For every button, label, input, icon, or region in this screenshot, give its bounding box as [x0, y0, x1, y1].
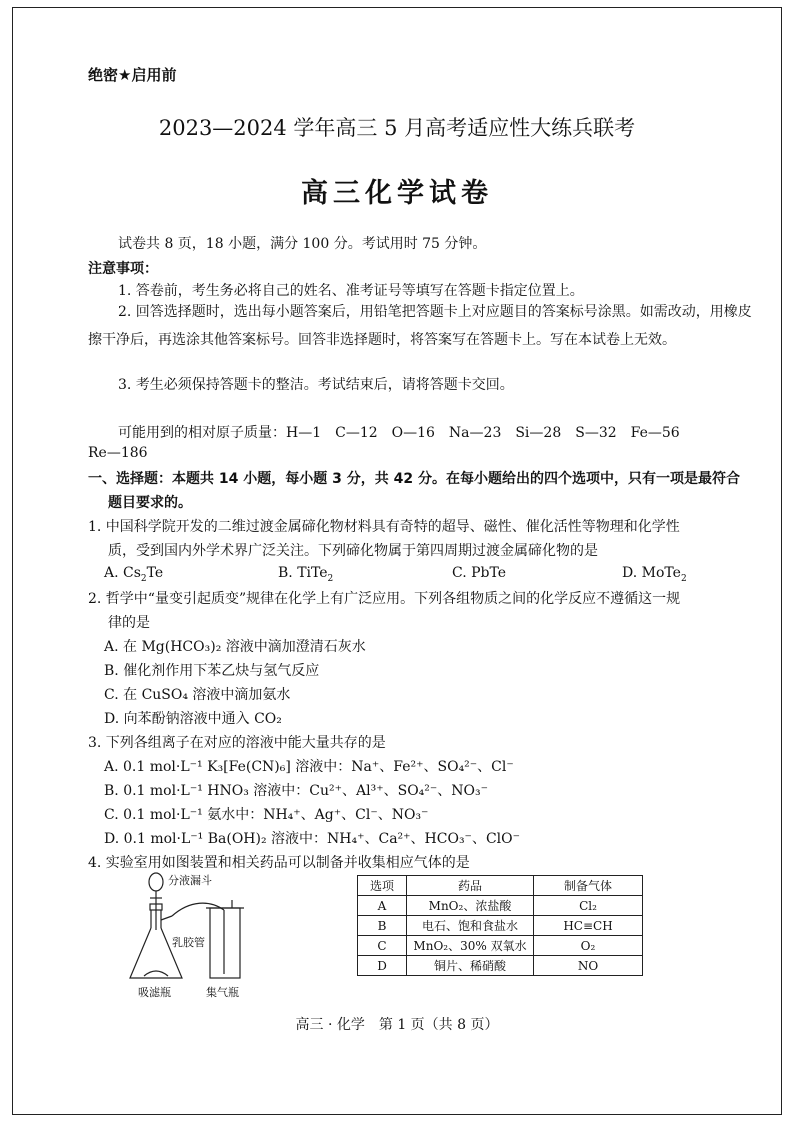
q2-option-c: C. 在 CuSO₄ 溶液中滴加氨水: [104, 687, 291, 703]
q3-stem: 3. 下列各组离子在对应的溶液中能大量共存的是: [88, 735, 386, 751]
table-cell: A: [358, 896, 407, 916]
q3-option-d: D. 0.1 mol·L⁻¹ Ba(OH)₂ 溶液中：NH₄⁺、Ca²⁺、HCO₃⁻、ClO⁻: [104, 831, 521, 847]
q1-option-b: B. TiTe$_2$: [278, 565, 334, 584]
table-cell: HC≡CH: [534, 916, 643, 936]
table-row: [358, 916, 643, 936]
paper-title: 高三化学试卷: [301, 178, 493, 209]
atomic-mass-line2: Re—186: [88, 445, 148, 461]
reagent-table: [357, 875, 643, 976]
q2-stem-line1: 2. 哲学中“量变引起质变”规律在化学上有广泛应用。下列各组物质之间的化学反应不遵循这一规: [88, 591, 681, 607]
table-cell: 电石、饱和食盐水: [407, 916, 534, 936]
table-header-cell: 选项: [358, 876, 407, 896]
table-row: [358, 896, 643, 916]
table-cell: MnO₂、30% 双氧水: [407, 936, 534, 956]
q3-option-c: C. 0.1 mol·L⁻¹ 氨水中：NH₄⁺、Ag⁺、Cl⁻、NO₃⁻: [104, 807, 429, 823]
table-row: [358, 956, 643, 976]
table-cell: 铜片、稀硝酸: [407, 956, 534, 976]
table-cell: MnO₂、浓盐酸: [407, 896, 534, 916]
table-cell: Cl₂: [534, 896, 643, 916]
atomic-mass-line1: 可能用到的相对原子质量：H—1 C—12 O—16 Na—23 Si—28 S—32 Fe—56: [118, 425, 680, 441]
table-cell: C: [358, 936, 407, 956]
q2-option-d: D. 向苯酚钠溶液中通入 CO₂: [104, 711, 282, 727]
notice-1: 1. 答卷前，考生务必将自己的姓名、准考证号等填写在答题卡指定位置上。: [118, 283, 584, 299]
notice-2: 2. 回答选择题时，选出每小题答案后，用铅笔把答题卡上对应题目的答案标号涂黑。如需改动，用橡皮擦干净后，再选涂其他答案标号。回答非选择题时，将答案写在答题卡上。写在本试卷上无效。: [88, 304, 752, 348]
page-footer: 高三 · 化学 第 1 页（共 8 页）: [295, 1017, 499, 1033]
table-header-row: [358, 876, 643, 896]
q2-stem-line2: 律的是: [108, 615, 150, 631]
table-cell: D: [358, 956, 407, 976]
table-header-cell: 制备气体: [534, 876, 643, 896]
q1-option-d: D. MoTe$_2$: [622, 565, 687, 584]
q1-stem-line1: 1. 中国科学院开发的二维过渡金属碲化物材料具有奇特的超导、磁性、催化活性等物理和化学性: [88, 519, 680, 535]
exam-summary: 试卷共 8 页，18 小题，满分 100 分。考试用时 75 分钟。: [118, 236, 487, 252]
q2-option-b: B. 催化剂作用下苯乙炔与氢气反应: [104, 663, 320, 679]
tube-label: 乳胶管: [172, 936, 205, 949]
funnel-label: 分液漏斗: [168, 874, 212, 887]
q3-option-a: A. 0.1 mol·L⁻¹ K₃[Fe(CN)₆] 溶液中：Na⁺、Fe²⁺、SO₄²⁻、Cl⁻: [104, 759, 514, 775]
table-cell: B: [358, 916, 407, 936]
q1-stem-line2: 质，受到国内外学术界广泛关注。下列碲化物属于第四周期过渡金属碲化物的是: [108, 543, 598, 559]
secret-label: 绝密★启用前: [88, 66, 177, 84]
q1-option-a: A. $Cs_2Te$: [104, 565, 164, 584]
experiment-apparatus: [120, 870, 270, 1000]
table-header-cell: 药品: [407, 876, 534, 896]
q3-option-b: B. 0.1 mol·L⁻¹ HNO₃ 溶液中：Cu²⁺、Al³⁺、SO₄²⁻、NO₃⁻: [104, 783, 489, 799]
q1-option-c: C. PbTe: [452, 565, 507, 581]
q2-option-a: A. 在 Mg(HCO₃)₂ 溶液中滴加澄清石灰水: [104, 639, 366, 655]
section1-heading-line1: 一、选择题：本题共 14 小题，每小题 3 分，共 42 分。在每小题给出的四个选项中，只有一项是最符合: [88, 471, 740, 487]
table-cell: O₂: [534, 936, 643, 956]
exam-title: 2023—2024 学年高三 5 月高考适应性大练兵联考: [158, 116, 636, 140]
notice-3: 3. 考生必须保持答题卡的整洁。考试结束后，请将答题卡交回。: [118, 377, 514, 393]
bottle-label: 集气瓶: [206, 986, 239, 999]
q4-stem: 4. 实验室用如图装置和相关药品可以制备并收集相应气体的是: [88, 855, 470, 871]
table-cell: NO: [534, 956, 643, 976]
flask-label: 吸滤瓶: [138, 986, 171, 999]
table-row: [358, 936, 643, 956]
notice-title: 注意事项：: [88, 261, 158, 277]
section1-heading-line2: 题目要求的。: [108, 495, 192, 511]
